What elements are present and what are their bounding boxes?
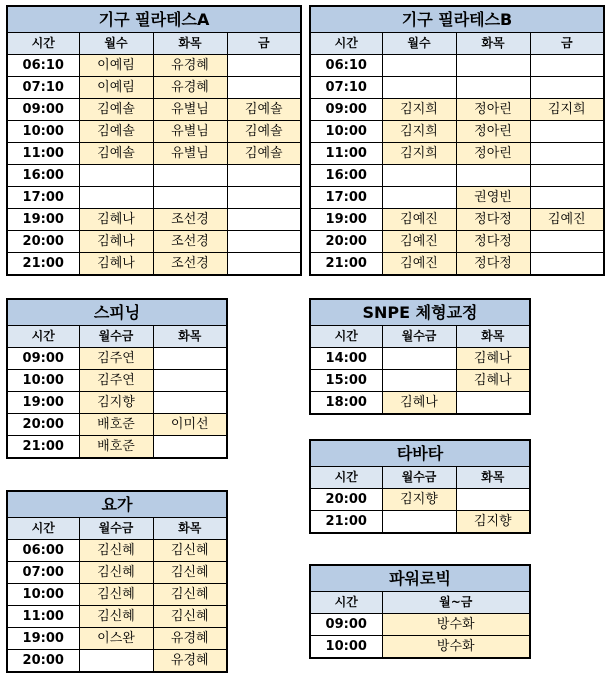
instructor-cell: 정아린 [456,99,530,121]
empty-cell [382,55,456,77]
column-header: 월수금 [79,326,153,348]
time-cell: 10:00 [7,370,79,392]
instructor-cell: 김예솔 [227,121,301,143]
table-row [310,231,604,253]
table-row [7,606,227,628]
empty-cell [382,165,456,187]
table-title: 기구 필라테스A [7,6,301,33]
column-header: 시간 [310,326,382,348]
empty-cell [530,187,604,209]
instructor-cell: 김신혜 [153,584,227,606]
column-header: 월수금 [382,467,456,489]
time-cell: 11:00 [310,143,382,165]
empty-cell [79,165,153,187]
column-header: 시간 [7,33,79,55]
instructor-cell: 이스완 [79,628,153,650]
instructor-cell: 김지향 [382,489,456,511]
empty-cell [227,187,301,209]
instructor-cell: 방수화 [382,614,530,636]
empty-cell [456,392,530,415]
instructor-cell: 김혜나 [79,231,153,253]
empty-cell [153,348,227,370]
table-row [310,99,604,121]
table-row [310,121,604,143]
instructor-cell: 조선경 [153,209,227,231]
time-cell: 17:00 [7,187,79,209]
empty-cell [382,511,456,534]
time-cell: 10:00 [310,636,382,659]
empty-cell [79,187,153,209]
time-cell: 21:00 [310,511,382,534]
instructor-cell: 유별님 [153,99,227,121]
header-row [310,592,530,614]
instructor-cell: 김신혜 [153,606,227,628]
column-header: 월수 [382,33,456,55]
instructor-cell: 배호준 [79,414,153,436]
table-row [7,392,227,414]
column-header: 월~금 [382,592,530,614]
time-cell: 06:10 [310,55,382,77]
instructor-cell: 유경혜 [153,77,227,99]
time-cell: 20:00 [310,231,382,253]
time-cell: 21:00 [310,253,382,276]
table-row [310,187,604,209]
empty-cell [456,77,530,99]
time-cell: 16:00 [310,165,382,187]
instructor-cell: 김지향 [456,511,530,534]
schedule-table-snpe [309,298,531,415]
table-row [7,414,227,436]
table-row [310,370,530,392]
time-cell: 07:00 [7,562,79,584]
schedule-table-pilates-a [6,5,302,276]
column-header: 시간 [7,326,79,348]
instructor-cell: 김신혜 [79,540,153,562]
table-row [7,209,301,231]
column-header: 시간 [310,33,382,55]
instructor-cell: 김지희 [382,121,456,143]
instructor-cell: 정아린 [456,121,530,143]
table-row [310,165,604,187]
instructor-cell: 방수화 [382,636,530,659]
instructor-cell: 김신혜 [79,562,153,584]
table-row [310,392,530,415]
empty-cell [530,77,604,99]
table-row [7,540,227,562]
table-row [7,650,227,673]
empty-cell [382,370,456,392]
instructor-cell: 조선경 [153,253,227,276]
empty-cell [456,55,530,77]
instructor-cell: 김신혜 [79,606,153,628]
instructor-cell: 김주연 [79,348,153,370]
empty-cell [153,187,227,209]
time-cell: 11:00 [7,606,79,628]
empty-cell [382,187,456,209]
instructor-cell: 이예림 [79,55,153,77]
instructor-cell: 이미선 [153,414,227,436]
time-cell: 09:00 [7,348,79,370]
table-title: 타바타 [310,440,530,467]
table-row [7,187,301,209]
table-row [7,165,301,187]
time-cell: 21:00 [7,253,79,276]
schedule-table-power-robic [309,564,531,659]
table-row [7,348,227,370]
time-cell: 16:00 [7,165,79,187]
table-row [310,143,604,165]
instructor-cell: 김신혜 [153,540,227,562]
empty-cell [530,55,604,77]
table-row [310,253,604,276]
instructor-cell: 정다정 [456,253,530,276]
instructor-cell: 김지향 [79,392,153,414]
column-header: 화목 [456,326,530,348]
table-title: SNPE 체형교정 [310,299,530,326]
instructor-cell: 김신혜 [153,562,227,584]
time-cell: 17:00 [310,187,382,209]
time-cell: 09:00 [310,614,382,636]
empty-cell [79,650,153,673]
column-header: 금 [227,33,301,55]
empty-cell [530,121,604,143]
column-header: 화목 [153,326,227,348]
instructor-cell: 김예솔 [227,99,301,121]
table-row [7,253,301,276]
instructor-cell: 김혜나 [79,209,153,231]
table-row [7,628,227,650]
instructor-cell: 김지희 [530,99,604,121]
time-cell: 06:10 [7,55,79,77]
table-row [7,55,301,77]
empty-cell [382,77,456,99]
empty-cell [227,231,301,253]
table-row [7,370,227,392]
empty-cell [153,392,227,414]
header-row [310,467,530,489]
instructor-cell: 김지희 [382,143,456,165]
empty-cell [227,55,301,77]
instructor-cell: 유경혜 [153,628,227,650]
column-header: 월수금 [79,518,153,540]
empty-cell [530,253,604,276]
time-cell: 19:00 [310,209,382,231]
instructor-cell: 김예솔 [79,99,153,121]
table-row [7,99,301,121]
empty-cell [530,165,604,187]
column-header: 월수 [79,33,153,55]
column-header: 시간 [310,467,382,489]
column-header: 화목 [456,33,530,55]
instructor-cell: 권영빈 [456,187,530,209]
time-cell: 07:10 [310,77,382,99]
time-cell: 20:00 [7,650,79,673]
table-row [310,348,530,370]
time-cell: 10:00 [7,121,79,143]
instructor-cell: 김예솔 [79,143,153,165]
table-row [7,562,227,584]
table-row [7,436,227,459]
column-header: 화목 [153,518,227,540]
time-cell: 21:00 [7,436,79,459]
time-cell: 11:00 [7,143,79,165]
table-row [7,584,227,606]
instructor-cell: 배호준 [79,436,153,459]
empty-cell [227,209,301,231]
time-cell: 15:00 [310,370,382,392]
empty-cell [382,348,456,370]
schedule-table-yoga [6,490,228,673]
table-title: 기구 필라테스B [310,6,604,33]
empty-cell [153,165,227,187]
instructor-cell: 김신혜 [79,584,153,606]
time-cell: 10:00 [310,121,382,143]
instructor-cell: 김예진 [382,231,456,253]
table-row [310,614,530,636]
column-header: 금 [530,33,604,55]
header-row [310,326,530,348]
empty-cell [456,489,530,511]
header-row [7,326,227,348]
schedule-table-spinning [6,298,228,459]
column-header: 화목 [153,33,227,55]
empty-cell [456,165,530,187]
empty-cell [153,436,227,459]
table-row [310,511,530,534]
empty-cell [227,165,301,187]
schedule-table-tabata [309,439,531,534]
instructor-cell: 김예진 [382,253,456,276]
empty-cell [227,253,301,276]
time-cell: 18:00 [310,392,382,415]
table-row [310,77,604,99]
table-row [7,143,301,165]
time-cell: 20:00 [7,231,79,253]
table-row [310,209,604,231]
instructor-cell: 이예림 [79,77,153,99]
instructor-cell: 김혜나 [456,348,530,370]
table-row [7,231,301,253]
instructor-cell: 김예진 [382,209,456,231]
instructor-cell: 김혜나 [382,392,456,415]
time-cell: 14:00 [310,348,382,370]
time-cell: 20:00 [7,414,79,436]
instructor-cell: 김예진 [530,209,604,231]
table-row [7,77,301,99]
instructor-cell: 김혜나 [79,253,153,276]
column-header: 시간 [7,518,79,540]
table-row [310,55,604,77]
column-header: 시간 [310,592,382,614]
time-cell: 19:00 [7,209,79,231]
instructor-cell: 김주연 [79,370,153,392]
time-cell: 06:00 [7,540,79,562]
schedule-table-pilates-b [309,5,605,276]
instructor-cell: 정아린 [456,143,530,165]
instructor-cell: 유별님 [153,143,227,165]
time-cell: 09:00 [310,99,382,121]
table-row [310,636,530,659]
instructor-cell: 정다정 [456,231,530,253]
empty-cell [227,77,301,99]
instructor-cell: 김예솔 [79,121,153,143]
time-cell: 07:10 [7,77,79,99]
empty-cell [153,370,227,392]
instructor-cell: 김혜나 [456,370,530,392]
time-cell: 19:00 [7,628,79,650]
instructor-cell: 김지희 [382,99,456,121]
table-row [7,121,301,143]
empty-cell [530,231,604,253]
table-title: 스피닝 [7,299,227,326]
column-header: 월수금 [382,326,456,348]
header-row [310,33,604,55]
time-cell: 20:00 [310,489,382,511]
instructor-cell: 유경혜 [153,650,227,673]
instructor-cell: 조선경 [153,231,227,253]
time-cell: 19:00 [7,392,79,414]
time-cell: 09:00 [7,99,79,121]
header-row [7,518,227,540]
column-header: 화목 [456,467,530,489]
time-cell: 10:00 [7,584,79,606]
header-row [7,33,301,55]
instructor-cell: 김예솔 [227,143,301,165]
table-title: 요가 [7,491,227,518]
instructor-cell: 정다정 [456,209,530,231]
instructor-cell: 유별님 [153,121,227,143]
table-row [310,489,530,511]
instructor-cell: 유경혜 [153,55,227,77]
table-title: 파워로빅 [310,565,530,592]
empty-cell [530,143,604,165]
